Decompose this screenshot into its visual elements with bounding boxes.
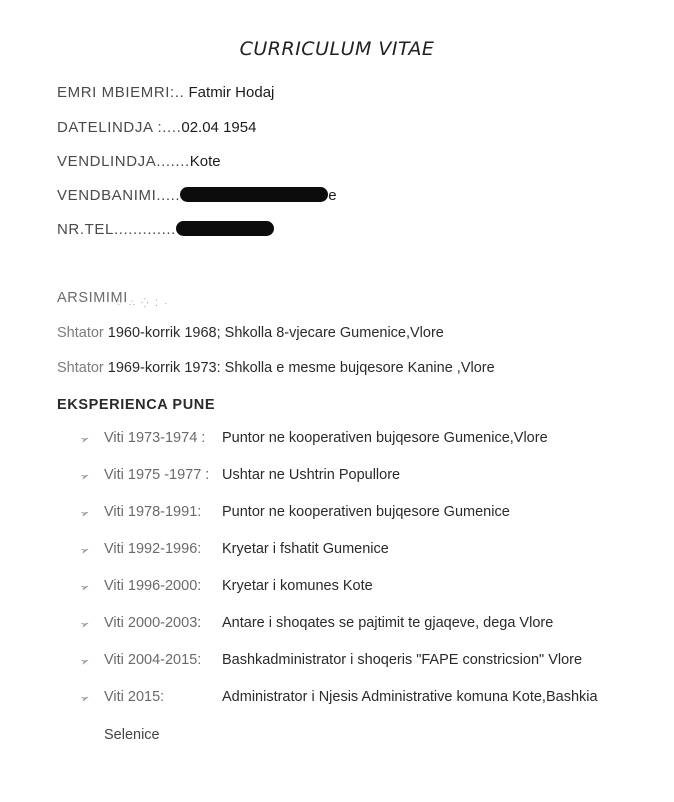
experience-item <box>78 615 554 635</box>
experience-year: Viti 1978-1991: <box>104 504 202 520</box>
arrow-bullet-icon: ➢ <box>78 469 92 485</box>
scan-noise: ⁘ ∴ ⁛ ⁚ · <box>115 298 170 308</box>
dob-label: DATELINDJA :.... <box>57 119 182 136</box>
arrow-bullet-icon: ➢ <box>78 543 92 559</box>
experience-year: Viti 2004-2015: <box>104 652 202 668</box>
experience-text: Puntor ne kooperativen bujqesore Gumenice <box>222 504 510 520</box>
experience-year: Viti 1973-1974 : <box>104 430 206 446</box>
education-month: Shtator <box>57 325 104 341</box>
dob-value: 02.04 1954 <box>181 119 257 136</box>
education-item <box>57 360 495 376</box>
residence-row <box>57 187 337 204</box>
experience-year: Viti 1996-2000: <box>104 578 202 594</box>
experience-text: Puntor ne kooperativen bujqesore Gumenice,Vlore <box>222 430 548 446</box>
experience-year: Viti 1975 -1977 : <box>104 467 210 483</box>
arrow-bullet-icon: ➢ <box>78 432 92 448</box>
experience-continuation: Selenice <box>104 727 160 743</box>
experience-text: Bashkadministrator i shoqeris "FAPE constricsion" Vlore <box>222 652 583 668</box>
name-value: Fatmir Hodaj <box>188 84 275 101</box>
education-text: 1969-korrik 1973: Shkolla e mesme bujqesore Kanine ,Vlore <box>107 360 495 376</box>
experience-item <box>78 430 548 450</box>
residence-tail: e <box>328 187 337 204</box>
education-text: 1960-korrik 1968; Shkolla 8-vjecare Gumenice,Vlore <box>107 325 444 341</box>
birthplace-value: Kote <box>189 153 221 170</box>
experience-item <box>78 467 401 487</box>
dob-row <box>57 119 256 136</box>
birthplace-row <box>57 153 221 170</box>
phone-label: NR.TEL............. <box>57 221 176 238</box>
experience-item <box>78 652 583 672</box>
document-title: CURRICULUM VITAE <box>239 38 435 60</box>
experience-text: Administrator i Njesis Administrative komuna Kote,Bashkia <box>222 689 598 705</box>
residence-label: VENDBANIMI..... <box>57 187 181 204</box>
experience-item <box>78 541 389 561</box>
experience-heading: EKSPERIENCA PUNE <box>57 397 216 413</box>
experience-item <box>78 504 510 524</box>
experience-text: Antare i shoqates se pajtimit te gjaqeve, dega Vlore <box>222 615 554 631</box>
experience-text: Kryetar i fshatit Gumenice <box>222 541 389 557</box>
experience-year: Viti 2000-2003: <box>104 615 202 631</box>
experience-year: Viti 2015: <box>104 689 165 705</box>
name-label: EMRI MBIEMRI:.. <box>57 84 185 101</box>
experience-year: Viti 1992-1996: <box>104 541 202 557</box>
redaction-bar <box>180 187 328 202</box>
arrow-bullet-icon: ➢ <box>78 654 92 670</box>
experience-item <box>78 578 373 598</box>
education-heading: ARSIMIMI <box>57 290 128 306</box>
arrow-bullet-icon: ➢ <box>78 691 92 707</box>
phone-row <box>57 221 274 238</box>
experience-text: Kryetar i komunes Kote <box>222 578 373 594</box>
redaction-bar <box>176 221 274 236</box>
education-month: Shtator <box>57 360 104 376</box>
experience-text: Ushtar ne Ushtrin Popullore <box>222 467 401 483</box>
arrow-bullet-icon: ➢ <box>78 580 92 596</box>
education-item <box>57 325 444 341</box>
name-row <box>57 84 274 101</box>
experience-item <box>78 689 598 709</box>
arrow-bullet-icon: ➢ <box>78 617 92 633</box>
arrow-bullet-icon: ➢ <box>78 506 92 522</box>
birthplace-label: VENDLINDJA....... <box>57 153 190 170</box>
